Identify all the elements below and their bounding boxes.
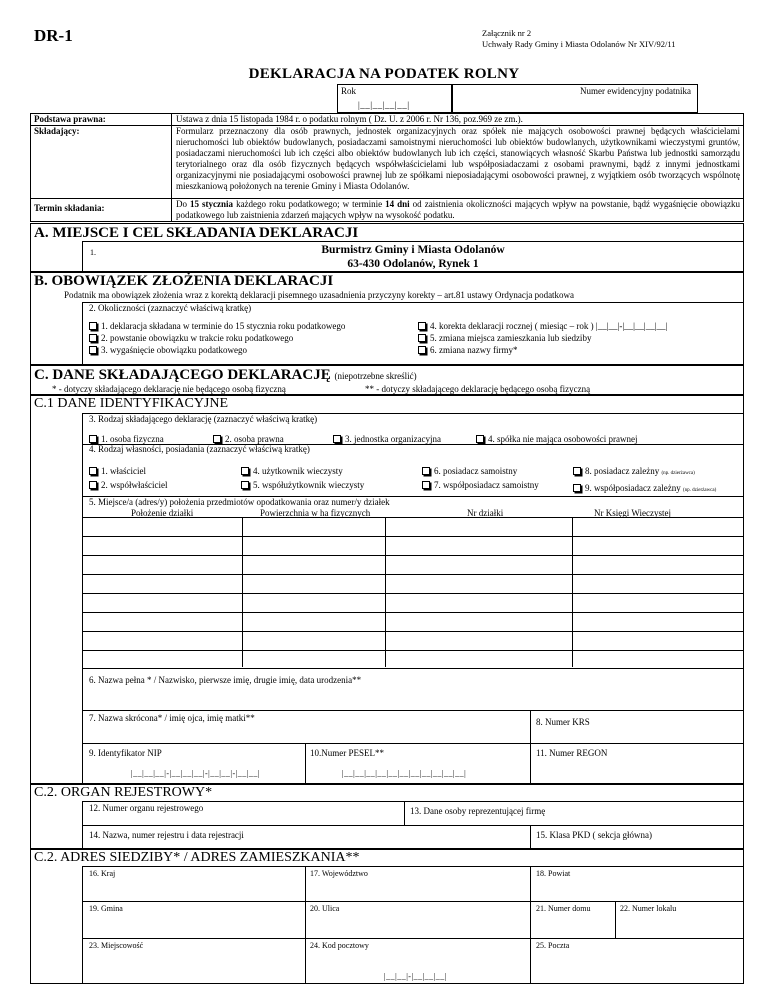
ownership-4[interactable]: 4. użytkownik wieczysty	[241, 464, 364, 478]
nip-digits[interactable]: |__|__|__|-|__|__|__|-|__|__|-|__|__|	[131, 769, 260, 778]
pesel-digits[interactable]: |__|__|__|__|__|__|__|__|__|__|__|	[342, 769, 467, 778]
legal-basis-text: Ustawa z dnia 15 listopada 1984 r. o podatku rolnym ( Dz. U. z 2006 r. Nr 136, poz.969 ze zm.).	[176, 114, 523, 124]
field-21-label: 21. Numer domu	[536, 904, 591, 913]
checkbox-icon	[418, 346, 426, 354]
page-title: DEKLARACJA NA PODATEK ROLNY	[248, 66, 520, 82]
field-12-label: 12. Numer organu rejestrowego	[89, 803, 204, 813]
ownership-7[interactable]: 7. współposiadacz samoistny	[422, 478, 539, 492]
section-c2-address-title: C.2. ADRES SIEDZIBY* / ADRES ZAMIESZKANIA**	[34, 850, 360, 865]
tax-office-address	[82, 243, 744, 271]
ownership-col-1	[89, 464, 168, 492]
field-22-label: 22. Numer lokalu	[620, 904, 677, 913]
ownership-6[interactable]: 6. posiadacz samoistny	[422, 464, 539, 478]
year-label: Rok	[341, 86, 357, 96]
option-arising[interactable]: 2. powstanie obowiązku w trakcie roku podatkowego	[89, 332, 345, 344]
checkbox-icon	[476, 435, 484, 443]
checkbox-icon	[422, 481, 430, 489]
deadline-text: Do 15 stycznia każdego roku podatkowego; w terminie 14 dni od zaistnienia okoliczności mających wpływ na powstanie, bądź wygaśnięcie obowiązku podatkowego lub zaistnienia zdarzeń mających wpływ na wysokość podatku.	[176, 199, 740, 220]
col-plot-number: Nr działki	[467, 508, 504, 518]
section-c2-registry-title: C.2. ORGAN REJESTROWY*	[34, 785, 213, 800]
legal-basis-label: Podstawa prawna:	[34, 114, 106, 124]
tax-office-name: Burmistrz Gminy i Miasta Odolanów	[321, 244, 505, 256]
checkbox-icon	[573, 467, 581, 475]
section-b-title: B. OBOWIĄZEK ZŁOŻENIA DEKLARACJI	[34, 273, 334, 289]
checkbox-icon	[333, 435, 341, 443]
field-20-label: 20. Ulica	[310, 904, 340, 913]
ownership-8[interactable]: 8. posiadacz zależny (np. dzierżawca)	[573, 464, 716, 481]
checkbox-icon	[422, 467, 430, 475]
checkbox-icon	[418, 322, 426, 330]
note-natural: ** - dotyczy składającego deklarację będącego osobą fizyczną	[365, 384, 591, 394]
option-annual[interactable]: 1. deklaracja składana w terminie do 15 stycznia roku podatkowego	[89, 320, 345, 332]
taxpayer-number-label: Numer ewidencyjny podatnika	[580, 86, 691, 96]
filer-type-2[interactable]: 2. osoba prawna	[213, 434, 284, 445]
ownership-col-3	[422, 464, 539, 492]
ownership-2[interactable]: 2. współwłaściciel	[89, 478, 168, 492]
field-5-label: 5. Miejsce/a (adres/y) położenia przedmiotów opodatkowania oraz numer/y działek	[89, 497, 390, 507]
checkbox-icon	[89, 467, 97, 475]
field-4-label: 4. Rodzaj własności, posiadania (zaznaczyć właściwą kratkę)	[89, 444, 310, 454]
field-23-label: 23. Miejscowość	[89, 941, 144, 950]
field-11-label: 11. Numer REGON	[536, 748, 608, 758]
checkbox-icon	[241, 481, 249, 489]
col-land-register: Nr Księgi Wieczystej	[594, 508, 671, 518]
section-c-title-wrap	[34, 367, 417, 384]
field-25-label: 25. Poczta	[536, 941, 570, 950]
checkbox-icon	[89, 346, 97, 354]
filer-type-3[interactable]: 3. jednostka organizacyjna	[333, 434, 441, 445]
tax-office-street: 63-430 Odolanów, Rynek 1	[347, 258, 479, 270]
year-box[interactable]	[337, 84, 452, 113]
ownership-col-4	[573, 464, 716, 498]
correction-note: Podatnik ma obowiązek złożenia wraz z korektą deklaracji pisemnego uzasadnienia przyczyny korekty – art.81 ustawy Ordynacja podatkowa	[64, 290, 575, 300]
field-9-label: 9. Identyfikator NIP	[89, 748, 162, 758]
section-c-title: C. DANE SKŁADAJĄCEGO DEKLARACJĘ	[34, 367, 331, 383]
col-plot-location: Położenie działki	[131, 508, 194, 518]
filer-type-1[interactable]: 1. osoba fizyczna	[89, 434, 164, 445]
attachment-line-2: Uchwały Rady Gminy i Miasta Odolanów Nr XIV/92/11	[482, 39, 676, 49]
checkbox-icon	[89, 322, 97, 330]
option-name-change[interactable]: 6. zmiana nazwy firmy*	[418, 344, 667, 356]
checkbox-icon	[241, 467, 249, 475]
section-c1-title: C.1 DANE IDENTYFIKACYJNE	[34, 396, 229, 411]
deadline-label: Termin składania:	[34, 203, 105, 213]
form-code: DR-1	[34, 26, 73, 45]
section-c-note: (niepotrzebne skreślić)	[334, 371, 417, 381]
checkbox-icon	[418, 334, 426, 342]
col-area: Powierzchnia w ha fizycznych	[260, 508, 371, 518]
option-correction[interactable]: 4. korekta deklaracji rocznej ( miesiąc – rok ) |__|__|-|__|__|__|__|	[418, 320, 667, 332]
field-7-label: 7. Nazwa skrócona* / imię ojca, imię matki**	[89, 713, 255, 723]
ownership-col-2	[241, 464, 364, 492]
field-6-label: 6. Nazwa pełna * / Nazwisko, pierwsze imię, drugie imię, data urodzenia**	[89, 675, 362, 685]
checkbox-icon	[573, 484, 581, 492]
field-10-label: 10.Numer PESEL**	[310, 748, 384, 758]
filer-type-4[interactable]: 4. spółka nie mająca osobowości prawnej	[476, 434, 637, 445]
circumstances-right	[418, 320, 667, 356]
filer-text: Formularz przeznaczony dla osób prawnych, jednostek organizacyjnych oraz spółek nie mających osobowości prawnej będących właścicielami nieruchomości lub obiektów budowlanych, posiadaczami samoistnymi nieruchomości lub obiektów budowlanych, użytkownikami wieczystymi gruntów, posiadaczami nieruchomości lub ich części albo obiektów budowlanych lub ich części, stanowiących własność Skarbu Państwa lub jednostki samorządu terytorialnego oraz dla osób fizycznych będących współwłaścicielami lub współposiadaczami z osobami prawnymi, bądź z innymi jednostkami organizacyjnymi nie posiadającymi osobowości prawnej lub ze spółkami nieposiadającymi osobowości prawnej, z wyjątkiem osób tworzących wspólnotę mieszkaniową położonych na terenie Gminy i Miasta Odolanów.	[176, 126, 740, 191]
field-24-label: 24. Kod pocztowy	[310, 941, 369, 950]
checkbox-icon	[89, 435, 97, 443]
ownership-1[interactable]: 1. właściciel	[89, 464, 168, 478]
ownership-9[interactable]: 9. współposiadacz zależny (np. dzierżawca)	[573, 481, 716, 498]
field-13-label: 13. Dane osoby reprezentującej firmę	[410, 806, 546, 816]
field-1-num: 1.	[90, 248, 96, 257]
circumstances-left	[89, 320, 345, 356]
option-address-change[interactable]: 5. zmiana miejsca zamieszkania lub siedziby	[418, 332, 667, 344]
ownership-5[interactable]: 5. współużytkownik wieczysty	[241, 478, 364, 492]
checkbox-icon	[213, 435, 221, 443]
section-a-title: A. MIEJSCE I CEL SKŁADANIA DEKLARACJI	[34, 225, 359, 241]
field-14-label: 14. Nazwa, numer rejestru i data rejestracji	[89, 830, 244, 840]
legal-info-table	[30, 113, 744, 222]
address-fields	[82, 866, 744, 984]
filer-label: Składający:	[34, 126, 80, 136]
postal-code-digits[interactable]: |__|__|-|__|__|__|	[384, 972, 447, 981]
note-non-natural: * - dotyczy składającego deklarację nie będącego osobą fizyczną	[52, 384, 286, 394]
field-2-label: 2. Okoliczności (zaznaczyć właściwą kratkę)	[89, 303, 252, 313]
attachment-note	[482, 28, 676, 50]
field-17-label: 17. Województwo	[310, 869, 368, 878]
checkbox-icon	[89, 481, 97, 489]
taxpayer-number-box[interactable]	[452, 84, 698, 113]
year-digits: |__|__|__|__|	[358, 100, 410, 110]
option-expiry[interactable]: 3. wygaśnięcie obowiązku podatkowego	[89, 344, 345, 356]
checkbox-icon	[89, 334, 97, 342]
field-18-label: 18. Powiat	[536, 869, 571, 878]
field-8-label: 8. Numer KRS	[536, 717, 590, 727]
field-16-label: 16. Kraj	[89, 869, 116, 878]
field-15-label: 15. Klasa PKD ( sekcja główna)	[536, 830, 652, 840]
attachment-line-1: Załącznik nr 2	[482, 28, 532, 38]
field-3-label: 3. Rodzaj składającego deklarację (zaznaczyć właściwą kratkę)	[89, 414, 318, 424]
field-19-label: 19. Gmina	[89, 904, 123, 913]
